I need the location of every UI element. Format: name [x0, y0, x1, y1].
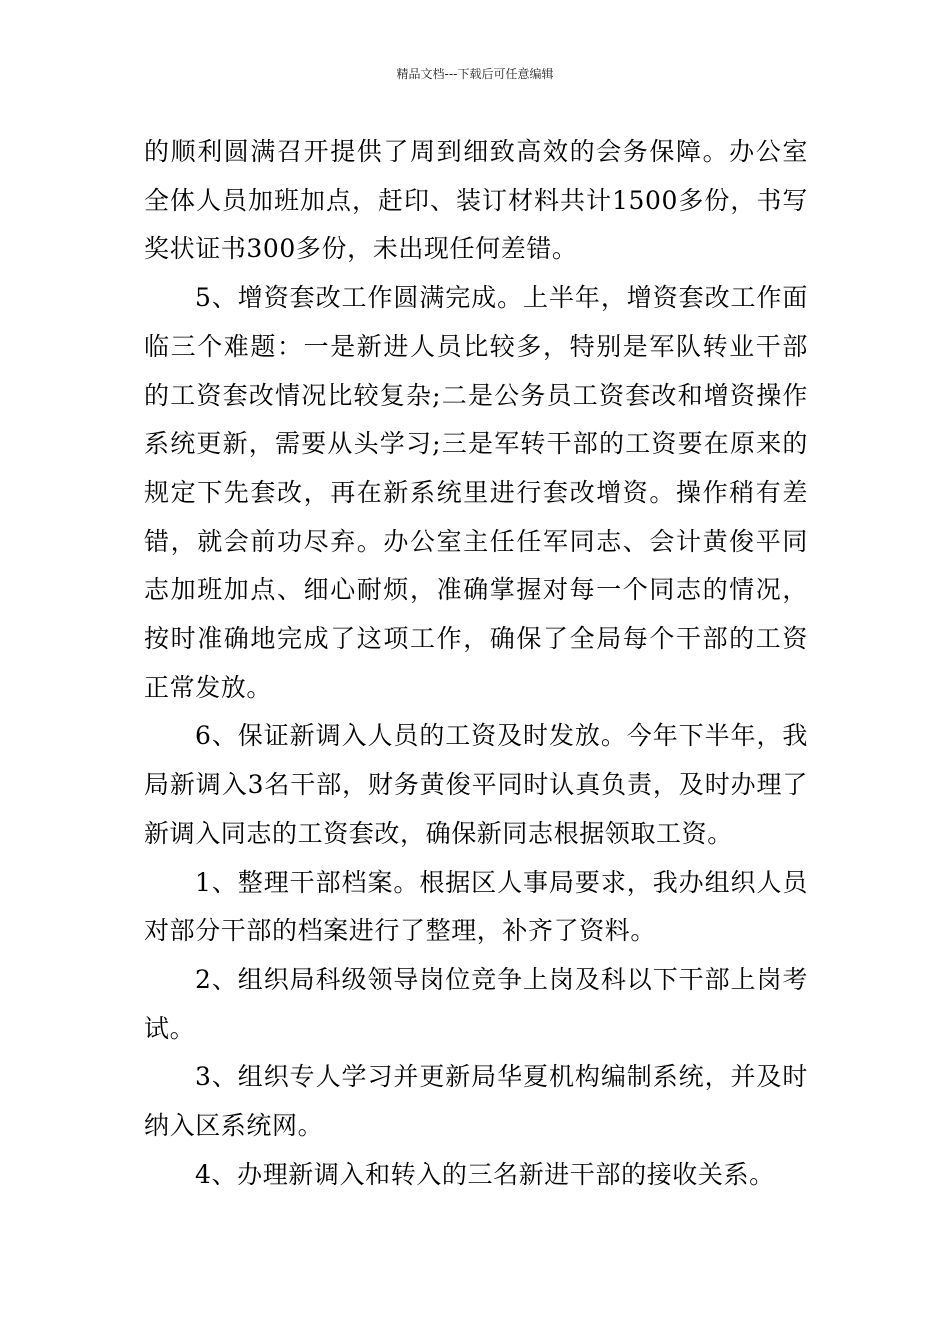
paragraph-continuation: 的顺利圆满召开提供了周到细致高效的会务保障。办公室全体人员加班加点，赶印、装订材料共计1500多份，书写奖状证书300多份，未出现任何差错。 [144, 137, 808, 264]
paragraph-item-1: 1、整理干部档案。根据区人事局要求，我办组织人员对部分干部的档案进行了整理，补齐了资料。 [144, 867, 808, 946]
paragraph-item-6: 6、保证新调入人员的工资及时发放。今年下半年，我局新调入3名干部，财务黄俊平同时认真负责，及时办理了新调入同志的工资套改，确保新同志根据领取工资。 [144, 721, 808, 848]
page-header: 精品文档---下载后可任意编辑 [396, 67, 554, 81]
document-body [144, 128, 808, 1199]
paragraph-item-5: 5、增资套改工作圆满完成。上半年，增资套改工作面临三个难题：一是新进人员比较多，特别是军队转业干部的工资套改情况比较复杂;二是公务员工资套改和增资操作系统更新，需要从头学习;三是军转干部的工资要在原来的规定下先套改，再在新系统里进行套改增资。操作稍有差错，就会前功尽弃。办公室主任任军同志、会计黄俊平同志加班加点、细心耐烦，准确掌握对每一个同志的情况，按时准确地完成了这项工作，确保了全局每个干部的工资正常发放。 [144, 283, 808, 702]
paragraph-item-2: 2、组织局科级领导岗位竞争上岗及科以下干部上岗考试。 [144, 964, 808, 1043]
paragraph-item-3: 3、组织专人学习并更新局华夏机构编制系统，并及时纳入区系统网。 [144, 1062, 808, 1141]
paragraph-item-4: 4、办理新调入和转入的三名新进干部的接收关系。 [195, 1159, 775, 1189]
